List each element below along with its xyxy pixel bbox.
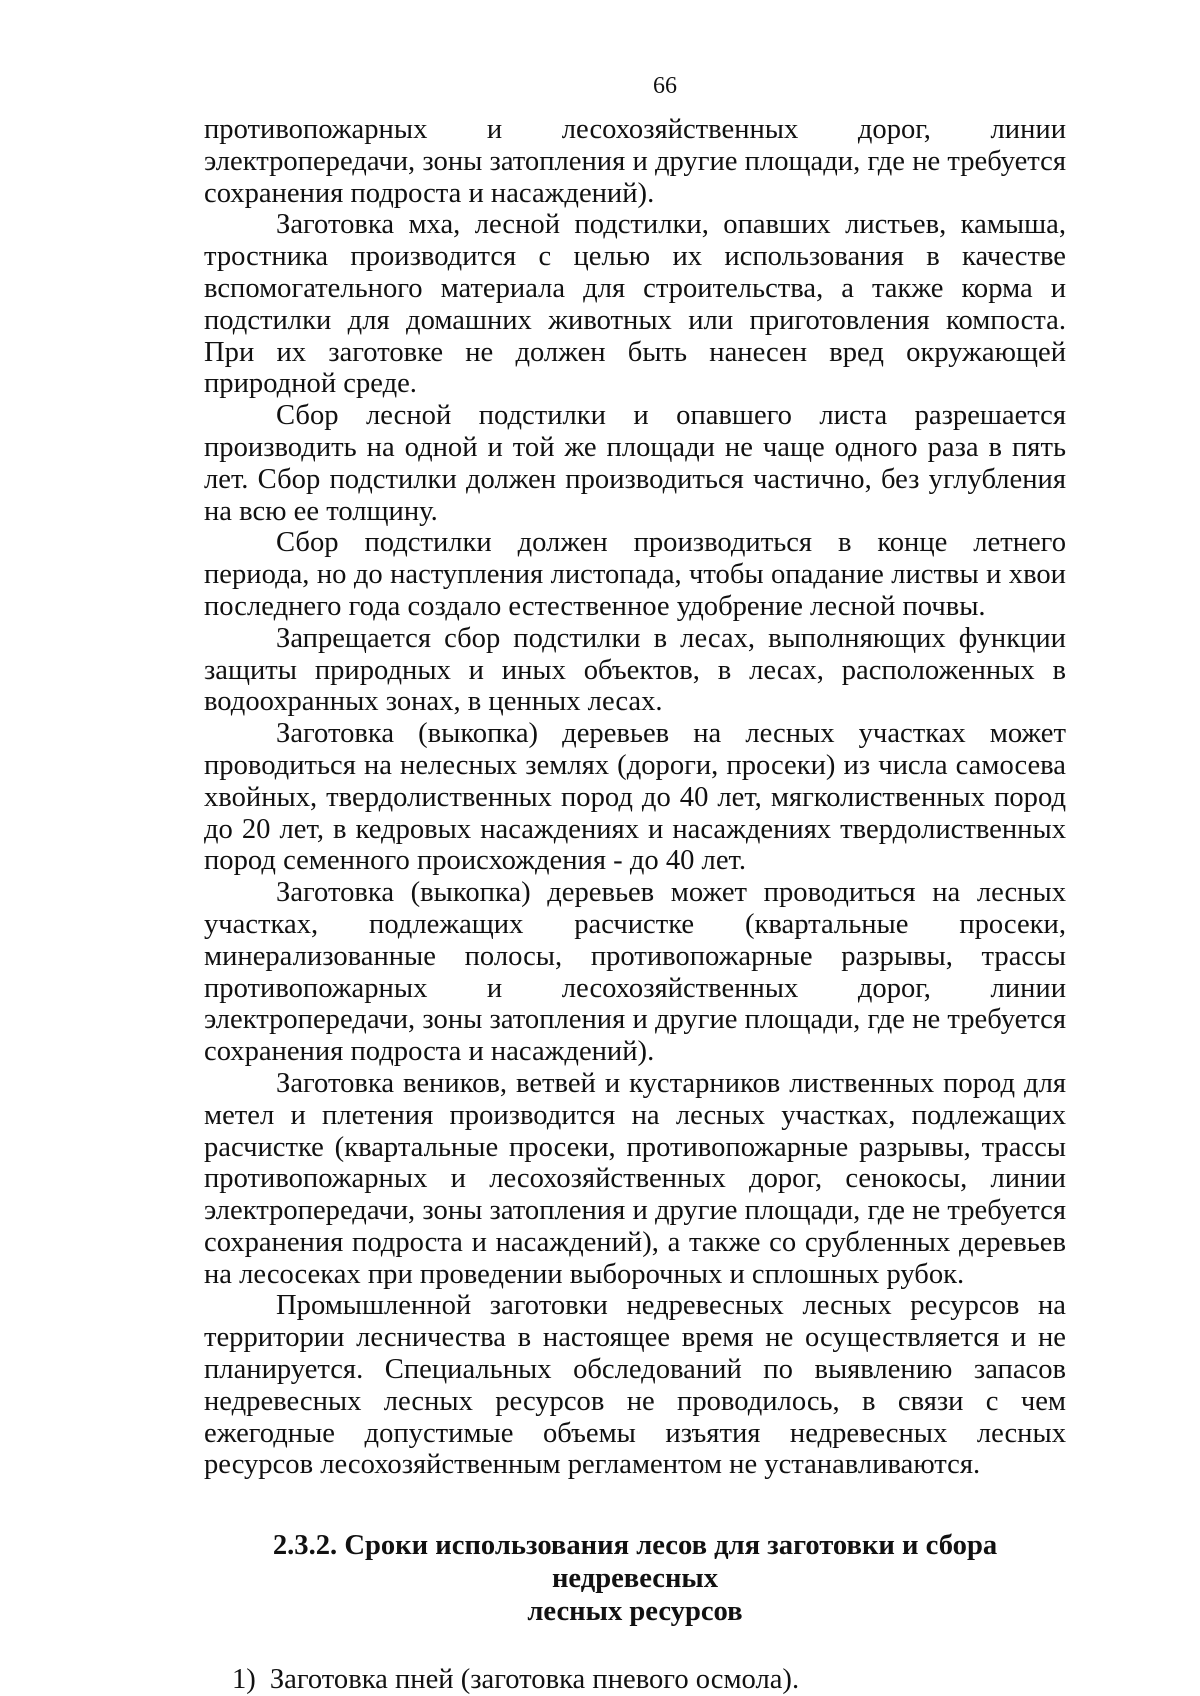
paragraph: Запрещается сбор подстилки в лесах, выполняющих функции защиты природных и иных объектов, в лесах, расположенных в водоохранных зонах, в ценных лесах.	[204, 622, 1066, 718]
paragraph: Промышленной заготовки недревесных лесных ресурсов на территории лесничества в настоящее время не осуществляется и не планируется. Специальных обследований по выявлению запасов недревесных лесных ресурсов не проводилось, в связи с чем ежегодные допустимые объемы изъятия недревесных лесных ресурсов лесохозяйственным регламентом не устанавливаются.	[204, 1290, 1066, 1481]
section-heading-line-2: лесных ресурсов	[527, 1596, 743, 1628]
page-number: 66	[653, 73, 677, 99]
paragraph: Заготовка веников, ветвей и кустарников лиственных пород для метел и плетения производится на лесных участках, подлежащих расчистке (квартальные просеки, противопожарные разрывы, трассы противопожарных и лесохозяйственных дорог, сенокосы, линии электропередачи, зоны затопления и другие площади, где не требуется сохранения подроста и насаждений), а также со срубленных деревьев на лесосеках при проведении выборочных и сплошных рубок.	[204, 1067, 1066, 1290]
list-item-text: Заготовка пней (заготовка пневого осмола).	[269, 1664, 800, 1696]
paragraph: Сбор подстилки должен производиться в конце летнего периода, но до наступления листопада, чтобы опадание листвы и хвои последнего года создало естественное удобрение лесной почвы.	[204, 527, 1066, 622]
paragraph: противопожарных и лесохозяйственных дорог, линии электропередачи, зоны затопления и другие площади, где не требуется сохранения подроста и насаждений).	[204, 114, 1066, 209]
section-heading-line-1: 2.3.2. Сроки использования лесов для заготовки и сбора недревесных	[272, 1530, 998, 1595]
numbered-list	[204, 1664, 1066, 1696]
paragraph: Заготовка мха, лесной подстилки, опавших листьев, камыша, тростника производится с целью их использования в качестве вспомогательного материала для строительства, а также корма и подстилки для домашних животных или приготовления компоста. При их заготовке не должен быть нанесен вред окружающей природной среде.	[204, 209, 1066, 400]
paragraph: Сбор лесной подстилки и опавшего листа разрешается производить на одной и той же площади не чаще одного раза в пять лет. Сбор подстилки должен производиться частично, без углубления на всю ее толщину.	[204, 400, 1066, 527]
body-text	[204, 114, 1066, 1481]
list-item	[232, 1664, 1066, 1696]
paragraph: Заготовка (выкопка) деревьев может проводиться на лесных участках, подлежащих расчистке (квартальные просеки, минерализованные полосы, противопожарные разрывы, трассы противопожарных и лесохозяйственных дорог, линии электропередачи, зоны затопления и другие площади, где не требуется сохранения подроста и насаждений).	[204, 877, 1066, 1068]
section-heading	[204, 1529, 1066, 1628]
paragraph: Заготовка (выкопка) деревьев на лесных участках может проводиться на нелесных землях (дороги, просеки) из числа самосева хвойных, твердолиственных пород до 40 лет, мягколиственных пород до 20 лет, в кедровых насаждениях и насаждениях твердолиственных пород семенного происхождения - до 40 лет.	[204, 718, 1066, 877]
list-item-marker: 1)	[232, 1664, 256, 1696]
